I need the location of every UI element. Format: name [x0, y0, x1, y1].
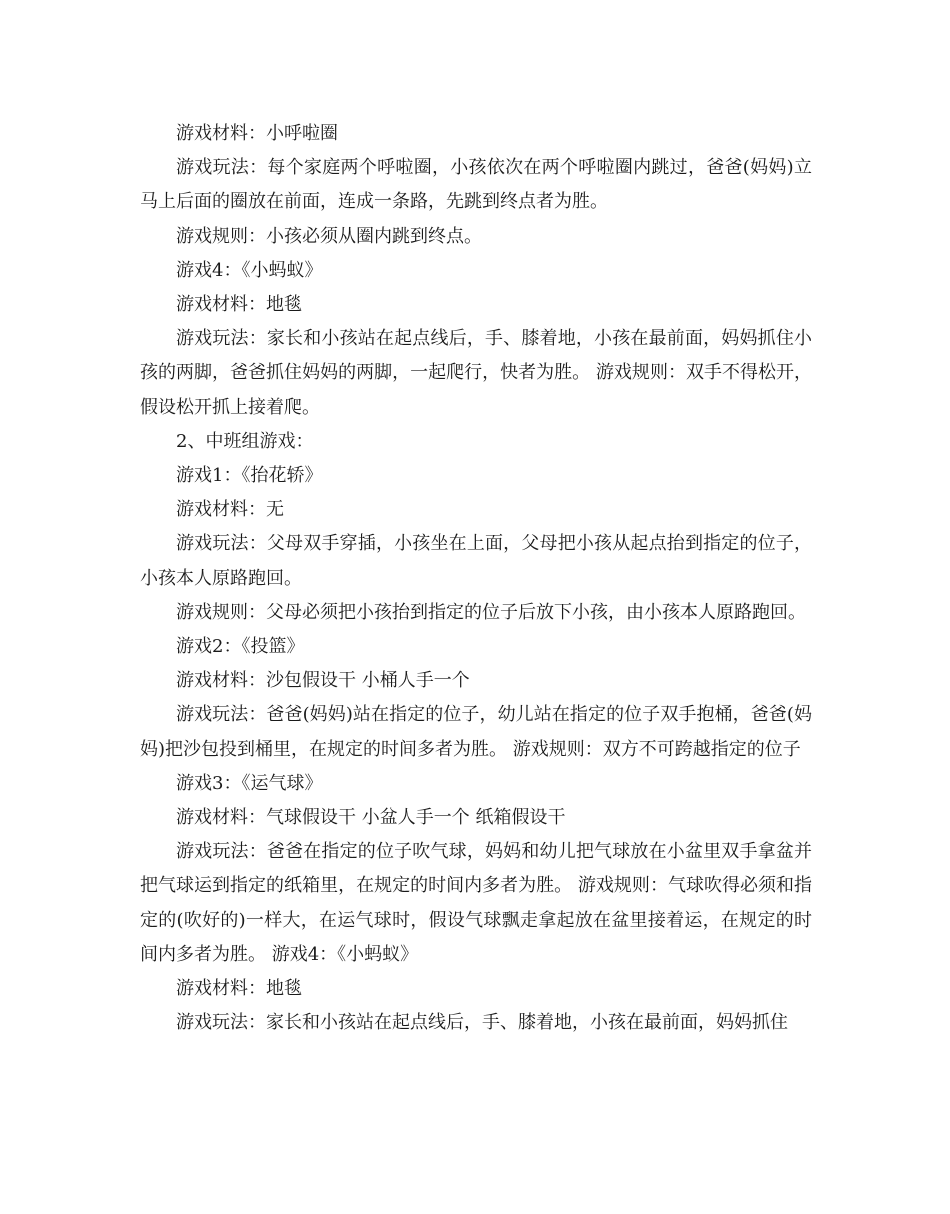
- paragraph-gameplay-hula-hoop: 游戏玩法：每个家庭两个呼啦圈，小孩依次在两个呼啦圈内跳过，爸爸(妈妈)立马上后面的圈放在前面，连成一条路，先跳到终点者为胜。: [140, 157, 812, 213]
- paragraph-material-carpet: 游戏材料：地毯: [176, 294, 302, 316]
- paragraph-material-balloon: 游戏材料：气球假设干 小盆人手一个 纸箱假设干: [176, 807, 566, 829]
- document-body: [140, 117, 812, 1040]
- paragraph-material-sandbag: 游戏材料：沙包假设干 小桶人手一个: [176, 670, 470, 692]
- paragraph-rules-hula-hoop: 游戏规则：小孩必须从圈内跳到终点。: [176, 225, 482, 247]
- paragraph-game3-title: 游戏3：《运气球》: [176, 772, 323, 794]
- paragraph-gameplay-balloon: 游戏玩法：爸爸在指定的位子吹气球，妈妈和幼儿把气球放在小盆里双手拿盆并把气球运到指定的纸箱里，在规定的时间内多者为胜。 游戏规则：气球吹得必须和指定的(吹好的)一样大，在运气球时，假设气球飘走拿起放在盆里接着运，在规定的时间内多者为胜。 游戏4：《小蚂蚁》: [140, 841, 812, 965]
- paragraph-game1-title: 游戏1：《抬花轿》: [176, 465, 323, 487]
- paragraph-section-middle-class: 2、中班组游戏：: [176, 430, 314, 452]
- paragraph-gameplay-sedan: 游戏玩法：父母双手穿插，小孩坐在上面，父母把小孩从起点抬到指定的位子，小孩本人原路跑回。: [140, 533, 812, 589]
- paragraph-game2-title: 游戏2：《投篮》: [176, 636, 305, 658]
- paragraph-gameplay-basket: 游戏玩法：爸爸(妈妈)站在指定的位子，幼儿站在指定的位子双手抱桶，爸爸(妈妈)把沙包投到桶里，在规定的时间多者为胜。 游戏规则：双方不可跨越指定的位子: [140, 704, 812, 760]
- paragraph-material-hula-hoop: 游戏材料：小呼啦圈: [176, 123, 338, 144]
- paragraph-gameplay-ant-2: 游戏玩法：家长和小孩站在起点线后，手、膝着地，小孩在最前面，妈妈抓住: [176, 1012, 788, 1034]
- paragraph-gameplay-ant: 游戏玩法：家长和小孩站在起点线后，手、膝着地，小孩在最前面，妈妈抓住小孩的两脚，爸爸抓住妈妈的两脚，一起爬行，快者为胜。 游戏规则：双手不得松开，假设松开抓上接着爬。: [140, 328, 812, 418]
- paragraph-game4-title: 游戏4：《小蚂蚁》: [176, 259, 323, 281]
- paragraph-material-carpet-2: 游戏材料：地毯: [176, 978, 302, 1000]
- paragraph-rules-sedan: 游戏规则：父母必须把小孩抬到指定的位子后放下小孩，由小孩本人原路跑回。: [176, 601, 806, 623]
- paragraph-material-none: 游戏材料：无: [176, 499, 284, 521]
